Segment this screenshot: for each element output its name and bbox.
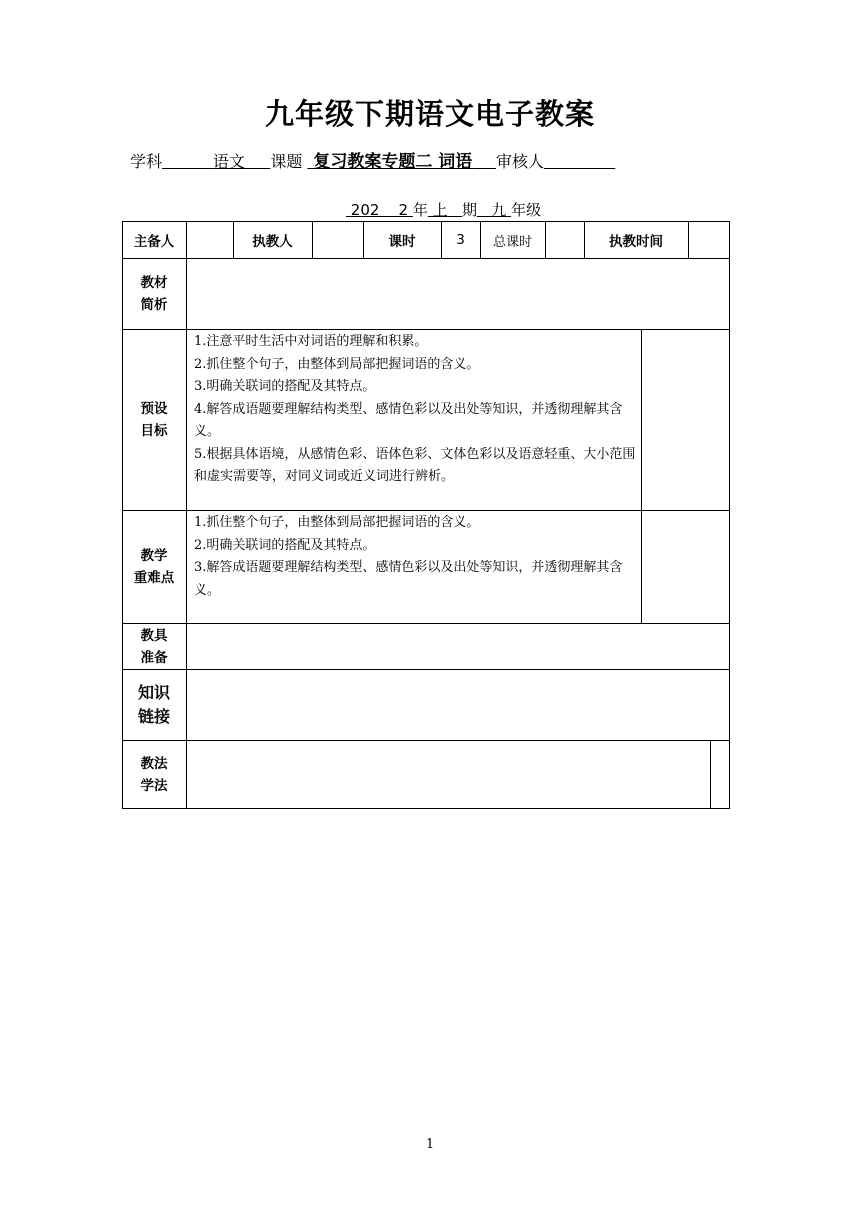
- total-lessons-label: 总课时: [492, 234, 532, 250]
- key-points-list: [194, 512, 638, 602]
- lesson-label: 课时: [388, 234, 416, 250]
- table-border: [122, 669, 730, 670]
- term-grade-label: 年级: [511, 201, 542, 219]
- teaching-time-value[interactable]: [688, 221, 729, 259]
- teaching-time-label: 执教时间: [609, 234, 663, 250]
- page-title: 九年级下期语文电子教案: [264, 97, 595, 131]
- table-border: [122, 510, 730, 511]
- table-border: [641, 329, 642, 624]
- methods-label: 教法 学法: [140, 755, 168, 794]
- preparer-label: 主备人: [133, 234, 175, 250]
- subject-value: 语文: [212, 152, 245, 171]
- term-period-label: 期: [461, 201, 477, 219]
- subject-label: 学科: [130, 152, 163, 171]
- preparer-value[interactable]: [186, 221, 233, 259]
- term-year-label: 年: [412, 201, 428, 219]
- table-border: [186, 221, 187, 809]
- objectives-label: 预设 目标: [140, 401, 168, 439]
- table-border: [710, 740, 711, 809]
- key-points-label: 教学 重难点: [133, 548, 175, 586]
- table-border: [122, 623, 730, 624]
- topic-value: 复习教案专题二 词语: [313, 152, 473, 172]
- reviewer-value: [544, 152, 615, 171]
- list-item: 3.解答成语题要理解结构类型、感情色彩以及出处等知识，并透彻理解其含义。: [194, 560, 623, 598]
- reviewer-label: 审核人: [495, 152, 544, 171]
- lesson-value: 3: [456, 232, 465, 248]
- table-border: [122, 329, 730, 330]
- topic-label: 课题: [270, 152, 303, 171]
- term-line: [346, 199, 541, 220]
- term-half: 上: [432, 201, 448, 219]
- list-item: 4.解答成语题要理解结构类型、感情色彩以及出处等知识，并透彻理解其含义。: [194, 401, 623, 439]
- term-year: 202 2: [350, 201, 409, 219]
- knowledge-links-label: 知识 链接: [137, 683, 170, 726]
- term-grade: 九: [491, 201, 507, 219]
- total-lessons-value[interactable]: [545, 221, 584, 259]
- objectives-list: [194, 331, 638, 489]
- teaching-tools-label: 教具 准备: [140, 627, 168, 666]
- teacher-value[interactable]: [312, 221, 363, 259]
- list-item: 5.根据具体语境，从感情色彩、语体色彩、文体色彩以及语意轻重、大小范围和虚实需要等，对同义词或近义词进行辨析。: [194, 446, 636, 484]
- table-border: [729, 221, 730, 809]
- course-meta: [130, 147, 615, 172]
- list-item: 3.明确关联词的搭配及其特点。: [194, 379, 376, 394]
- teacher-label: 执教人: [252, 234, 293, 250]
- list-item: 2.抓住整个句子，由整体到局部把握词语的含义。: [194, 356, 480, 372]
- list-item: 2.明确关联词的搭配及其特点。: [194, 537, 376, 553]
- list-item: 1.注意平时生活中对词语的理解和积累。: [194, 334, 428, 349]
- page-number: 1: [425, 1137, 435, 1152]
- table-border: [122, 808, 730, 809]
- list-item: 1.抓住整个句子，由整体到局部把握词语的含义。: [194, 515, 480, 530]
- table-border: [122, 740, 730, 741]
- material-analysis-label: 教材 简析: [140, 275, 168, 313]
